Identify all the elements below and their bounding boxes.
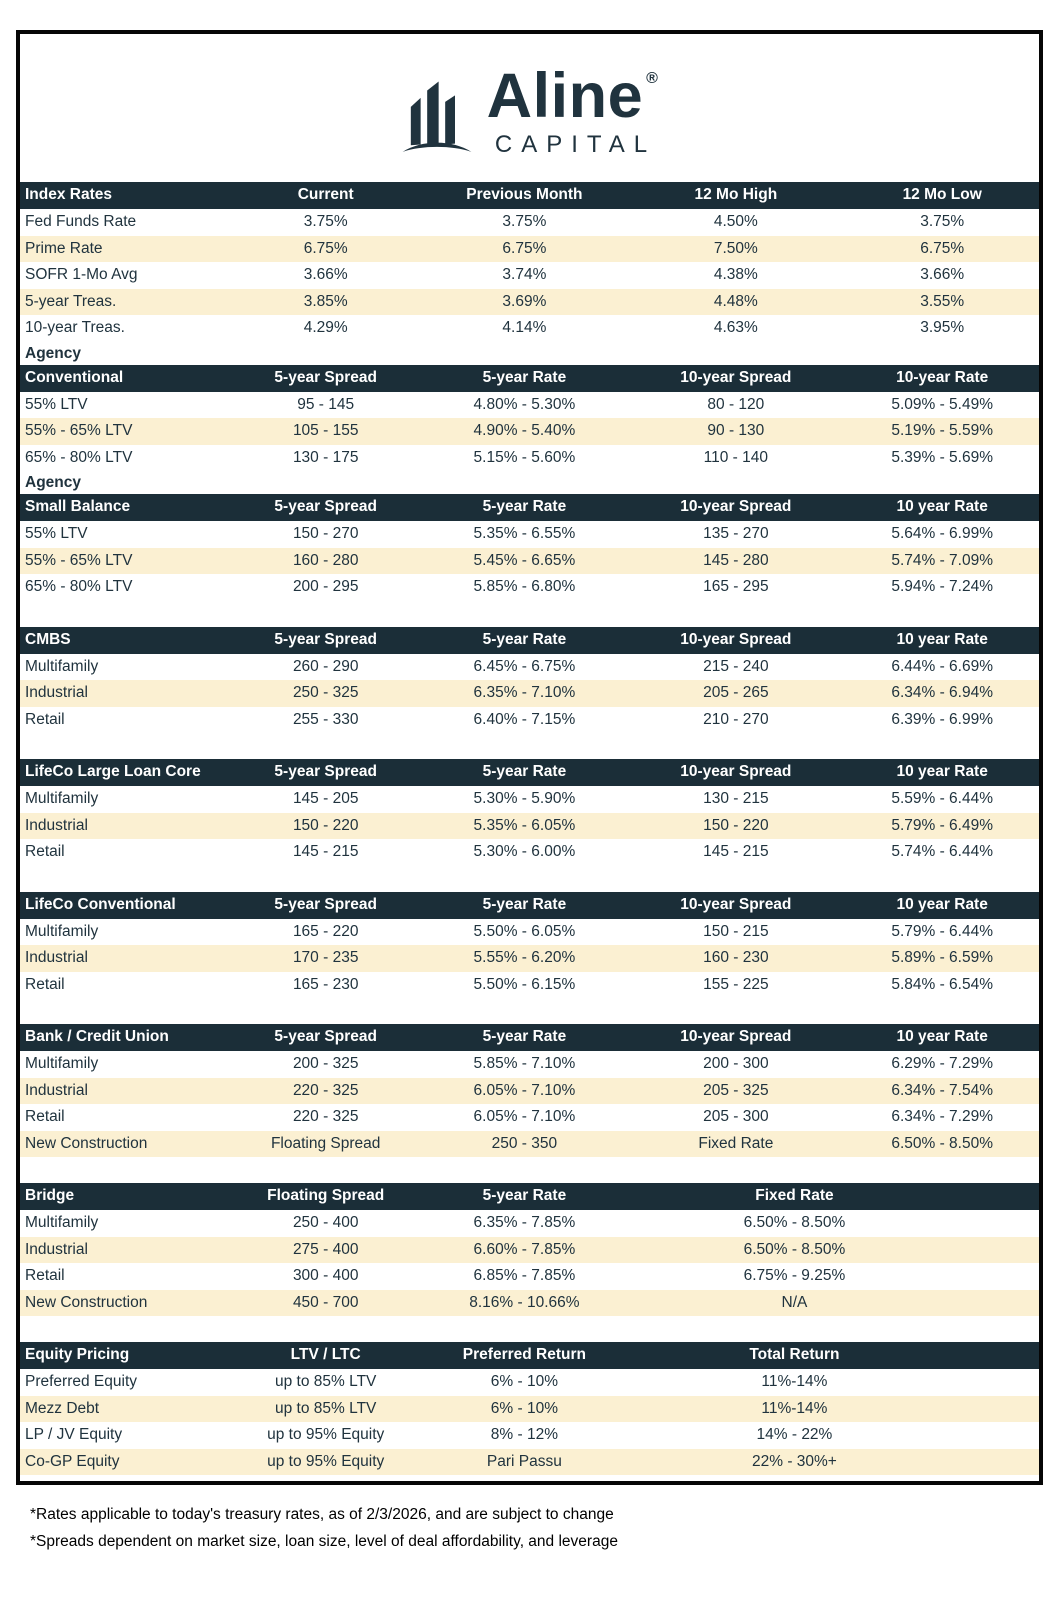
cell-value: 6.75%	[303, 239, 348, 257]
table-row	[20, 813, 1039, 840]
cell-value: 250 - 325	[292, 684, 359, 701]
lifeco-conventional-header-row	[20, 892, 1039, 919]
row-label: Industrial	[25, 949, 88, 966]
row-label: Multifamily	[25, 1214, 99, 1231]
index-rates-header-row	[20, 182, 1039, 209]
cell-value: 165 - 220	[292, 922, 359, 940]
cell-value: 5.39% - 5.69%	[891, 448, 994, 466]
cell-value: 4.80% - 5.30%	[473, 395, 576, 413]
column-header: 10-year Spread	[680, 630, 792, 648]
cell-value: 145 - 215	[703, 843, 769, 860]
column-header: Bank / Credit Union	[25, 1028, 169, 1046]
column-header: 10-year Spread	[680, 763, 792, 781]
cell-value: 6.50% - 8.50%	[743, 1240, 846, 1258]
column-header: 5-year Rate	[482, 630, 567, 648]
cell-value: 6.50% - 8.50%	[743, 1214, 846, 1231]
row-label: 55% - 65% LTV	[25, 422, 133, 439]
cell-value: 220 - 325	[292, 1108, 359, 1125]
column-header: 5-year Rate	[482, 1187, 567, 1205]
row-label: Prime Rate	[25, 239, 103, 257]
section-spacer	[20, 601, 1039, 627]
section-spacer	[20, 866, 1039, 892]
column-header: 5-year Spread	[274, 498, 377, 516]
column-header: 12 Mo High	[694, 186, 778, 204]
small-balance-table	[20, 494, 1039, 601]
row-label: LP / JV Equity	[25, 1426, 123, 1443]
column-header: 10-year Spread	[680, 498, 792, 516]
column-header: Floating Spread	[267, 1187, 385, 1205]
row-label: Retail	[25, 1267, 65, 1284]
cell-value: 4.90% - 5.40%	[473, 422, 576, 439]
cell-value: 6.29% - 7.29%	[891, 1055, 994, 1072]
column-header: 5-year Rate	[482, 498, 567, 516]
cell-value: up to 85% LTV	[275, 1399, 377, 1417]
cell-value: 300 - 400	[292, 1267, 359, 1284]
row-label: 5-year Treas.	[25, 292, 117, 310]
row-label: Retail	[25, 710, 65, 728]
footnotes	[30, 1501, 1059, 1575]
column-header: 10-year Spread	[680, 895, 792, 913]
column-header: 10 year Rate	[896, 498, 988, 516]
lifeco-large-loan-core-table	[20, 759, 1039, 866]
row-label: Industrial	[25, 816, 88, 834]
table-row	[20, 1131, 1039, 1158]
cell-value: 6.35% - 7.10%	[473, 684, 576, 701]
cell-value: 200 - 295	[292, 578, 359, 595]
document-frame	[16, 30, 1043, 1485]
column-header: Current	[297, 186, 354, 204]
cell-value: 14% - 22%	[756, 1426, 833, 1443]
column-header: Fixed Rate	[755, 1187, 834, 1205]
column-header: 10 year Rate	[896, 1028, 988, 1046]
cell-value: 205 - 325	[703, 1081, 769, 1099]
cell-value: up to 95% Equity	[267, 1452, 385, 1470]
cell-value: 95 - 145	[297, 395, 355, 413]
column-header: 5-year Rate	[482, 763, 567, 781]
cell-value: 260 - 290	[292, 657, 359, 675]
column-header: 5-year Spread	[274, 1028, 377, 1046]
cell-value: 130 - 215	[703, 790, 769, 807]
table-row	[20, 654, 1039, 681]
table-row	[20, 1422, 1039, 1449]
cell-value: 11%-14%	[761, 1399, 828, 1417]
table-row	[20, 1396, 1039, 1423]
building-icon	[401, 68, 473, 162]
cell-value: 5.59% - 6.44%	[891, 790, 994, 807]
table-row	[20, 680, 1039, 707]
column-header: 5-year Spread	[274, 368, 377, 386]
cell-value: 5.74% - 7.09%	[891, 551, 994, 569]
row-label: Industrial	[25, 1081, 88, 1099]
cell-value: 250 - 400	[292, 1214, 359, 1231]
column-header: Preferred Return	[462, 1346, 586, 1364]
cell-value: 5.85% - 6.80%	[473, 578, 576, 595]
cell-value: 165 - 295	[703, 578, 769, 595]
table-row	[20, 707, 1039, 734]
cell-value: 165 - 230	[292, 975, 359, 993]
cell-value: 6.34% - 6.94%	[891, 684, 994, 701]
row-label: Preferred Equity	[25, 1373, 137, 1390]
bank-credit-union-header-row	[20, 1024, 1039, 1051]
cell-value: up to 95% Equity	[267, 1426, 385, 1443]
row-label: Retail	[25, 843, 65, 860]
cmbs-table	[20, 627, 1039, 734]
table-row	[20, 418, 1039, 445]
table-row	[20, 1051, 1039, 1078]
table-row	[20, 1263, 1039, 1290]
table-row	[20, 945, 1039, 972]
cell-value: 3.55%	[920, 292, 965, 310]
cell-value: 4.63%	[713, 319, 758, 336]
cell-value: 6.50% - 8.50%	[891, 1134, 994, 1152]
cell-value: 6.44% - 6.69%	[891, 657, 994, 675]
cell-value: 5.50% - 6.15%	[473, 975, 576, 993]
row-label: 10-year Treas.	[25, 319, 125, 336]
cell-value: 5.30% - 5.90%	[473, 790, 576, 807]
cell-value: 3.66%	[303, 266, 348, 283]
row-label: Multifamily	[25, 1055, 99, 1072]
cell-value: 6.34% - 7.54%	[891, 1081, 994, 1099]
cell-value: 5.35% - 6.05%	[473, 816, 576, 834]
column-header: Bridge	[25, 1187, 75, 1205]
cell-value: 5.74% - 6.44%	[891, 843, 994, 860]
column-header: 10 year Rate	[896, 895, 988, 913]
cell-value: 8.16% - 10.66%	[469, 1293, 580, 1311]
cell-value: 250 - 350	[491, 1134, 558, 1152]
cell-value: 215 - 240	[703, 657, 769, 675]
cell-value: 155 - 225	[703, 975, 769, 993]
column-header: 10-year Spread	[680, 368, 792, 386]
table-row	[20, 262, 1039, 289]
cell-value: 80 - 120	[707, 395, 765, 413]
cell-value: 5.84% - 6.54%	[891, 975, 994, 993]
cell-value: 255 - 330	[292, 710, 359, 728]
cell-value: 5.89% - 6.59%	[891, 949, 994, 966]
cell-value: 210 - 270	[703, 710, 769, 728]
column-header: 10 year Rate	[896, 630, 988, 648]
small-balance-header-row	[20, 494, 1039, 521]
cell-value: 6% - 10%	[490, 1373, 558, 1390]
cell-value: 3.66%	[920, 266, 965, 283]
brand-name	[486, 61, 659, 131]
row-label: Industrial	[25, 684, 88, 701]
column-header: LTV / LTC	[290, 1346, 361, 1364]
cell-value: 5.30% - 6.00%	[473, 843, 576, 860]
column-header: 10-year Spread	[680, 1028, 792, 1046]
column-header: Previous Month	[466, 186, 583, 204]
cell-value: 110 - 140	[703, 448, 769, 466]
agency-label: Agency	[20, 471, 1039, 494]
section-spacer	[20, 733, 1039, 759]
cell-value: 160 - 230	[703, 949, 769, 966]
cell-value: 105 - 155	[292, 422, 359, 439]
cell-value: 11%-14%	[761, 1373, 828, 1390]
cell-value: 3.74%	[502, 266, 547, 283]
table-row	[20, 209, 1039, 236]
column-header: LifeCo Large Loan Core	[25, 763, 201, 781]
cell-value: 22% - 30%+	[751, 1452, 837, 1470]
footnote-spreads: *Spreads dependent on market size, loan size, level of deal affordability, and leverage	[30, 1533, 618, 1550]
column-header: Total Return	[749, 1346, 840, 1364]
cell-value: 6% - 10%	[490, 1399, 558, 1417]
cell-value: 6.75%	[920, 239, 965, 257]
row-label: Retail	[25, 975, 65, 993]
table-row	[20, 1369, 1039, 1396]
cell-value: 5.94% - 7.24%	[891, 578, 994, 595]
row-label: Multifamily	[25, 922, 99, 940]
cell-value: 205 - 300	[703, 1108, 769, 1125]
logo-text	[486, 61, 659, 159]
row-label: Industrial	[25, 1240, 88, 1258]
cell-value: 150 - 220	[292, 816, 359, 834]
cell-value: 5.50% - 6.05%	[473, 922, 576, 940]
table-row	[20, 574, 1039, 601]
cell-value: 150 - 220	[703, 816, 769, 834]
cell-value: 5.85% - 7.10%	[473, 1055, 576, 1072]
bridge-header-row	[20, 1183, 1039, 1210]
cell-value: 4.14%	[502, 319, 547, 336]
cell-value: 3.95%	[920, 319, 965, 336]
cell-value: 5.79% - 6.49%	[891, 816, 994, 834]
column-header: Conventional	[25, 368, 124, 386]
cell-value: 5.64% - 6.99%	[891, 525, 994, 542]
cell-value: 6.75%	[502, 239, 547, 257]
cell-value: 4.38%	[713, 266, 758, 283]
cell-value: 160 - 280	[292, 551, 359, 569]
table-row	[20, 1290, 1039, 1317]
row-label: New Construction	[25, 1293, 148, 1311]
cell-value: 6.40% - 7.15%	[473, 710, 576, 728]
cell-value: 450 - 700	[292, 1293, 359, 1311]
cell-value: 145 - 280	[703, 551, 769, 569]
cell-value: 4.50%	[713, 213, 758, 230]
registered-mark: ®	[646, 70, 659, 87]
cell-value: 6.60% - 7.85%	[473, 1240, 576, 1258]
cell-value: 150 - 215	[703, 922, 769, 940]
table-row	[20, 972, 1039, 999]
cell-value: N/A	[781, 1293, 808, 1311]
column-header: 10-year Rate	[896, 368, 989, 386]
cell-value: 5.19% - 5.59%	[891, 422, 994, 439]
cell-value: 220 - 325	[292, 1081, 359, 1099]
section-spacer	[20, 1316, 1039, 1342]
row-label: Retail	[25, 1108, 65, 1125]
column-header: 5-year Rate	[482, 895, 567, 913]
table-row	[20, 1237, 1039, 1264]
cell-value: 4.48%	[713, 292, 758, 310]
cell-value: 130 - 175	[292, 448, 359, 466]
cell-value: 90 - 130	[707, 422, 765, 439]
cell-value: 150 - 270	[292, 525, 359, 542]
cell-value: 3.85%	[303, 292, 348, 310]
row-label: Co-GP Equity	[25, 1452, 120, 1470]
table-row	[20, 919, 1039, 946]
lifeco-large-loan-core-header-row	[20, 759, 1039, 786]
cell-value: 3.75%	[502, 213, 547, 230]
column-header: 12 Mo Low	[902, 186, 982, 204]
brand-word: Aline	[486, 61, 644, 131]
table-row	[20, 392, 1039, 419]
table-row	[20, 315, 1039, 342]
cell-value: 6.75% - 9.25%	[743, 1267, 846, 1284]
cell-value: 7.50%	[713, 239, 758, 257]
conventional-table	[20, 365, 1039, 472]
row-label: Fed Funds Rate	[25, 213, 137, 230]
cell-value: 6.34% - 7.29%	[891, 1108, 994, 1125]
cell-value: 5.45% - 6.65%	[473, 551, 576, 569]
index-rates-table	[20, 182, 1039, 342]
column-header: 5-year Spread	[274, 763, 377, 781]
logo	[20, 34, 1039, 182]
column-header: 5-year Rate	[482, 1028, 567, 1046]
column-header: 5-year Spread	[274, 630, 377, 648]
column-header: Small Balance	[25, 498, 131, 516]
cell-value: 5.35% - 6.55%	[473, 525, 576, 542]
table-row	[20, 786, 1039, 813]
cell-value: up to 85% LTV	[275, 1373, 377, 1390]
cell-value: 3.75%	[920, 213, 965, 230]
lifeco-conventional-table	[20, 892, 1039, 999]
row-label: 65% - 80% LTV	[25, 448, 133, 466]
cell-value: 135 - 270	[703, 525, 769, 542]
row-label: New Construction	[25, 1134, 148, 1152]
cell-value: 6.35% - 7.85%	[473, 1214, 576, 1231]
table-row	[20, 1078, 1039, 1105]
cell-value: 6.85% - 7.85%	[473, 1267, 576, 1284]
row-label: SOFR 1-Mo Avg	[25, 266, 138, 283]
cell-value: 200 - 325	[292, 1055, 359, 1072]
bank-credit-union-table	[20, 1024, 1039, 1157]
cmbs-header-row	[20, 627, 1039, 654]
table-row	[20, 839, 1039, 866]
footnote-rates: *Rates applicable to today's treasury rates, as of 2/3/2026, and are subject to change	[30, 1506, 614, 1523]
brand-subtitle: CAPITAL	[494, 131, 657, 158]
cell-value: 5.55% - 6.20%	[473, 949, 576, 966]
cell-value: Floating Spread	[270, 1134, 381, 1152]
section-spacer	[20, 998, 1039, 1024]
row-label: Multifamily	[25, 657, 99, 675]
cell-value: 170 - 235	[292, 949, 359, 966]
cell-value: 5.79% - 6.44%	[891, 922, 994, 940]
cell-value: 145 - 215	[292, 843, 359, 860]
row-label: 55% LTV	[25, 525, 88, 542]
row-label: 55% LTV	[25, 395, 88, 413]
equity-pricing-table	[20, 1342, 1039, 1475]
column-header: 5-year Rate	[482, 368, 567, 386]
rate-sheet-page	[0, 30, 1059, 1607]
cell-value: 5.09% - 5.49%	[891, 395, 994, 413]
conventional-header-row	[20, 365, 1039, 392]
cell-value: 6.39% - 6.99%	[891, 710, 994, 728]
cell-value: 275 - 400	[292, 1240, 359, 1258]
row-label: Multifamily	[25, 790, 99, 807]
table-row	[20, 445, 1039, 472]
table-row	[20, 1104, 1039, 1131]
cell-value: 145 - 205	[292, 790, 359, 807]
cell-value: 205 - 265	[703, 684, 769, 701]
cell-value: 6.45% - 6.75%	[473, 657, 576, 675]
cell-value: 200 - 300	[703, 1055, 769, 1072]
section-spacer	[20, 1157, 1039, 1183]
table-row	[20, 548, 1039, 575]
cell-value: 3.69%	[502, 292, 547, 310]
row-label: 55% - 65% LTV	[25, 551, 133, 569]
cell-value: Pari Passu	[486, 1452, 562, 1470]
table-row	[20, 289, 1039, 316]
table-row	[20, 521, 1039, 548]
column-header: Equity Pricing	[25, 1346, 130, 1364]
cell-value: 3.75%	[303, 213, 348, 230]
cell-value: Fixed Rate	[698, 1134, 774, 1152]
table-row	[20, 1449, 1039, 1476]
cell-value: 8% - 12%	[490, 1426, 558, 1443]
cell-value: 4.29%	[303, 319, 348, 336]
cell-value: 6.05% - 7.10%	[473, 1108, 576, 1125]
column-header: Index Rates	[25, 186, 113, 204]
table-row	[20, 1210, 1039, 1237]
row-label: 65% - 80% LTV	[25, 578, 133, 595]
row-label: Mezz Debt	[25, 1399, 100, 1417]
bridge-table	[20, 1183, 1039, 1316]
agency-label: Agency	[20, 342, 1039, 365]
table-row	[20, 236, 1039, 263]
cell-value: 6.05% - 7.10%	[473, 1081, 576, 1099]
column-header: CMBS	[25, 630, 71, 648]
column-header: LifeCo Conventional	[25, 895, 176, 913]
column-header: 10 year Rate	[896, 763, 988, 781]
equity-pricing-header-row	[20, 1342, 1039, 1369]
cell-value: 5.15% - 5.60%	[473, 448, 576, 466]
column-header: 5-year Spread	[274, 895, 377, 913]
